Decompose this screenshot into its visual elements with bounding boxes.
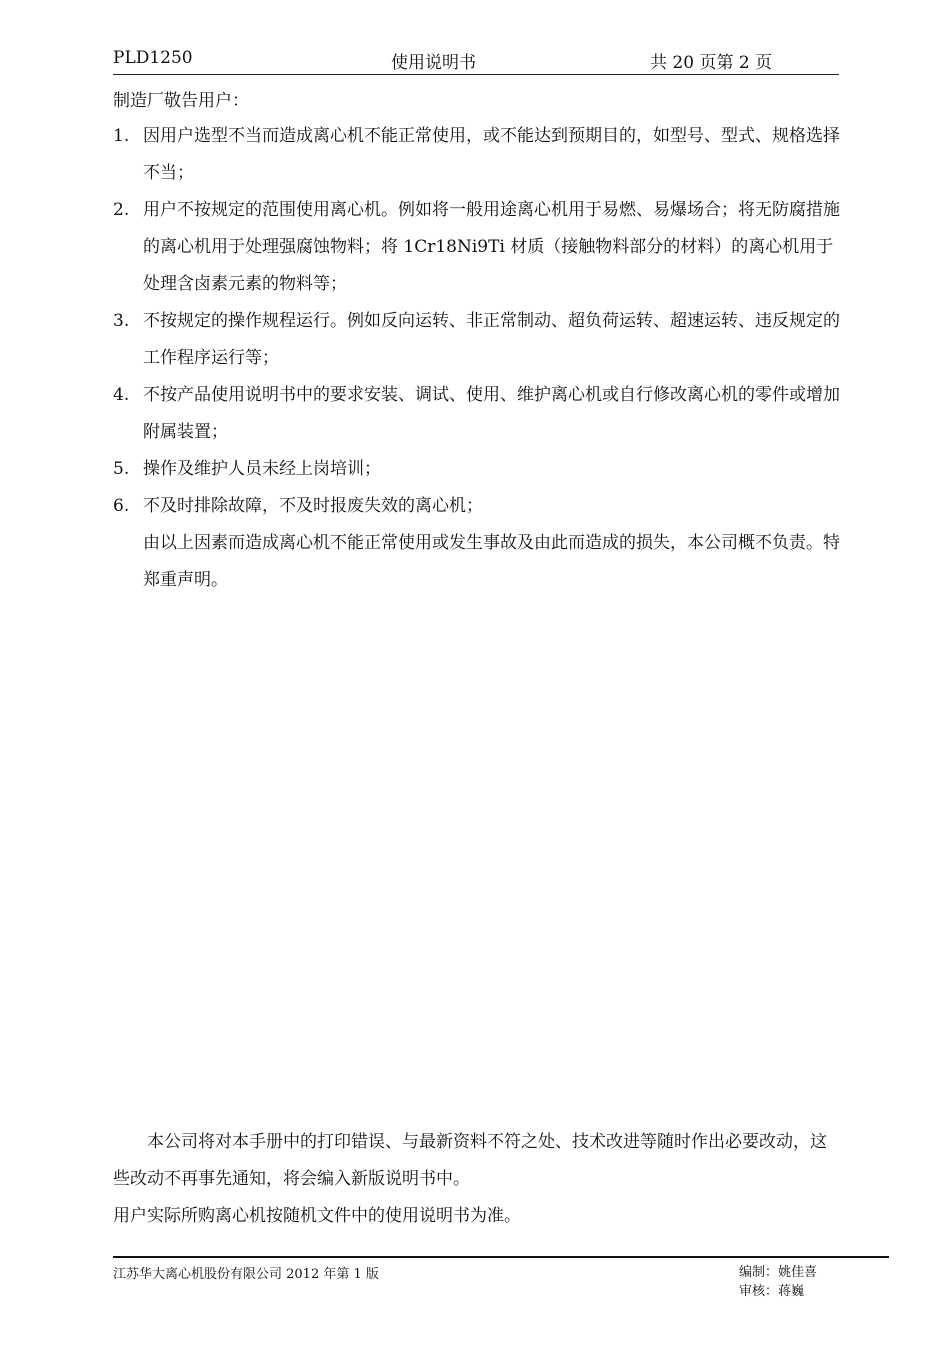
list-item-number: 5. (113, 459, 130, 479)
footer-company: 江苏华大离心机股份有限公司 2012 年第 1 版 (113, 1267, 379, 1282)
warning-list (113, 118, 843, 599)
list-item-text: 操作及维护人员未经上岗培训； (143, 459, 381, 479)
list-item-text: 不及时排除故障，不及时报废失效的离心机； (143, 496, 483, 516)
disclaimer-text: 由以上因素而造成离心机不能正常使用或发生事故及由此而造成的损失，本公司概不负责。特郑重声明。 (143, 533, 840, 590)
list-item-number: 4. (113, 385, 130, 405)
footer-editor: 编制：姚佳喜 (739, 1265, 818, 1280)
footer-divider (113, 1256, 889, 1258)
page-header (113, 44, 839, 75)
list-item-number: 6. (113, 496, 130, 516)
footer-reviewer: 审核：蒋巍 (739, 1284, 805, 1299)
list-item-text: 不按规定的操作规程运行。例如反向运转、非正常制动、超负荷运转、超速运转、违反规定的工作程序运行等； (143, 311, 840, 368)
list-item (113, 377, 843, 451)
list-item (113, 118, 843, 192)
footer-signatures (739, 1263, 817, 1301)
revision-notice (113, 1124, 843, 1235)
page-number-info: 共 20 页第 2 页 (650, 53, 773, 73)
list-item (113, 488, 843, 525)
list-item-text: 不按产品使用说明书中的要求安装、调试、使用、维护离心机或自行修改离心机的零件或增加附属装置； (143, 385, 840, 442)
notice-line: 用户实际所购离心机按随机文件中的使用说明书为准。 (113, 1206, 521, 1226)
list-item (113, 451, 843, 488)
list-item (113, 192, 843, 303)
notice-paragraph: 本公司将对本手册中的打印错误、与最新资料不符之处、技术改进等随时作出必要改动，这些改动不再事先通知，将会编入新版说明书中。 (113, 1132, 827, 1189)
list-item-number: 2. (113, 200, 130, 220)
document-code: PLD1250 (113, 48, 193, 68)
list-item (113, 303, 843, 377)
list-item-text: 因用户选型不当而造成离心机不能正常使用，或不能达到预期目的，如型号、型式、规格选择不当； (143, 126, 840, 183)
disclaimer-conclusion (113, 525, 843, 599)
list-item-text: 用户不按规定的范围使用离心机。例如将一般用途离心机用于易燃、易爆场合；将无防腐措施的离心机用于处理强腐蚀物料；将 1Cr18Ni9Ti 材质（接触物料部分的材料）的离心机用于处理含卤素元素的物料等； (143, 200, 840, 294)
intro-heading: 制造厂敬告用户： (113, 91, 249, 111)
list-item-number: 3. (113, 311, 130, 331)
document-title: 使用说明书 (391, 53, 476, 73)
list-item-number: 1. (113, 126, 130, 146)
